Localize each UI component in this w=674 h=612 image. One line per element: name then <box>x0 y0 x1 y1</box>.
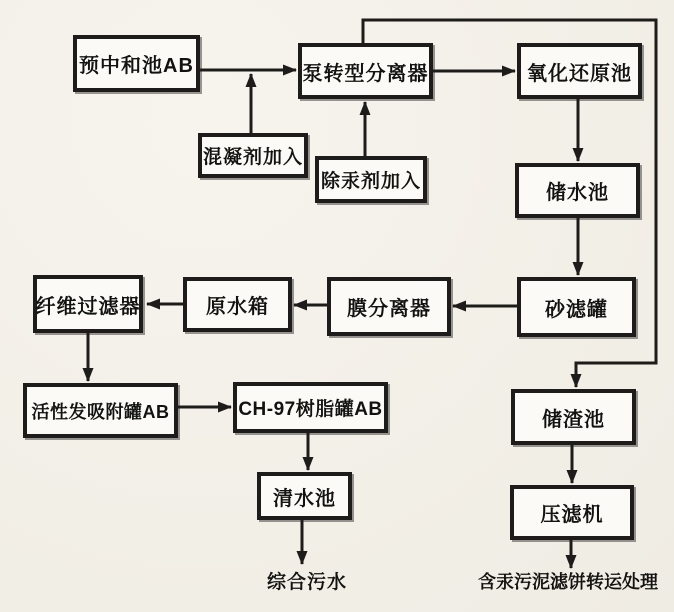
node-label: 泵转型分离器 <box>302 62 429 85</box>
node-fiber-filter <box>33 275 143 333</box>
node-label: 除汞剂加入 <box>320 171 421 192</box>
node-clean-water-tank <box>257 472 352 520</box>
label-combined-wastewater-outlet: 综合污水 <box>266 572 348 593</box>
node-pre-neutralization-tank-ab <box>73 35 200 92</box>
node-redox-tank <box>517 43 642 99</box>
node-label: CH-97树脂罐AB <box>238 399 383 420</box>
label-mercury-sludge-cake-disposal: 含汞污泥滤饼转运处理 <box>478 572 658 592</box>
node-label: 膜分离器 <box>347 298 431 320</box>
node-ch97-resin-tank-ab <box>233 382 388 433</box>
node-slag-storage-tank <box>511 389 636 445</box>
node-label: 储渣池 <box>542 408 605 431</box>
node-label: 纤维过滤器 <box>35 295 141 318</box>
node-coagulant-dosing <box>198 133 308 178</box>
node-label: 原水箱 <box>206 296 269 318</box>
node-label: 预中和池AB <box>79 55 194 77</box>
node-label: 压滤机 <box>540 504 604 526</box>
node-water-storage-tank <box>515 163 640 218</box>
node-mercury-removal-agent-dosing <box>315 156 427 203</box>
node-label: 混凝剂加入 <box>202 147 303 168</box>
node-label: 储水池 <box>546 182 609 204</box>
node-membrane-separator <box>327 277 451 336</box>
node-label: 活性发吸附罐AB <box>31 401 170 422</box>
node-label: 砂滤罐 <box>545 298 608 321</box>
node-pump-rotary-separator <box>298 43 433 99</box>
node-raw-water-tank <box>183 277 292 332</box>
node-label: 氧化还原池 <box>527 62 632 85</box>
node-label: 清水池 <box>273 487 336 510</box>
node-sand-filter-tank <box>517 277 636 337</box>
node-filter-press <box>510 485 634 540</box>
node-activated-carbon-adsorption-tank-ab <box>23 383 178 438</box>
